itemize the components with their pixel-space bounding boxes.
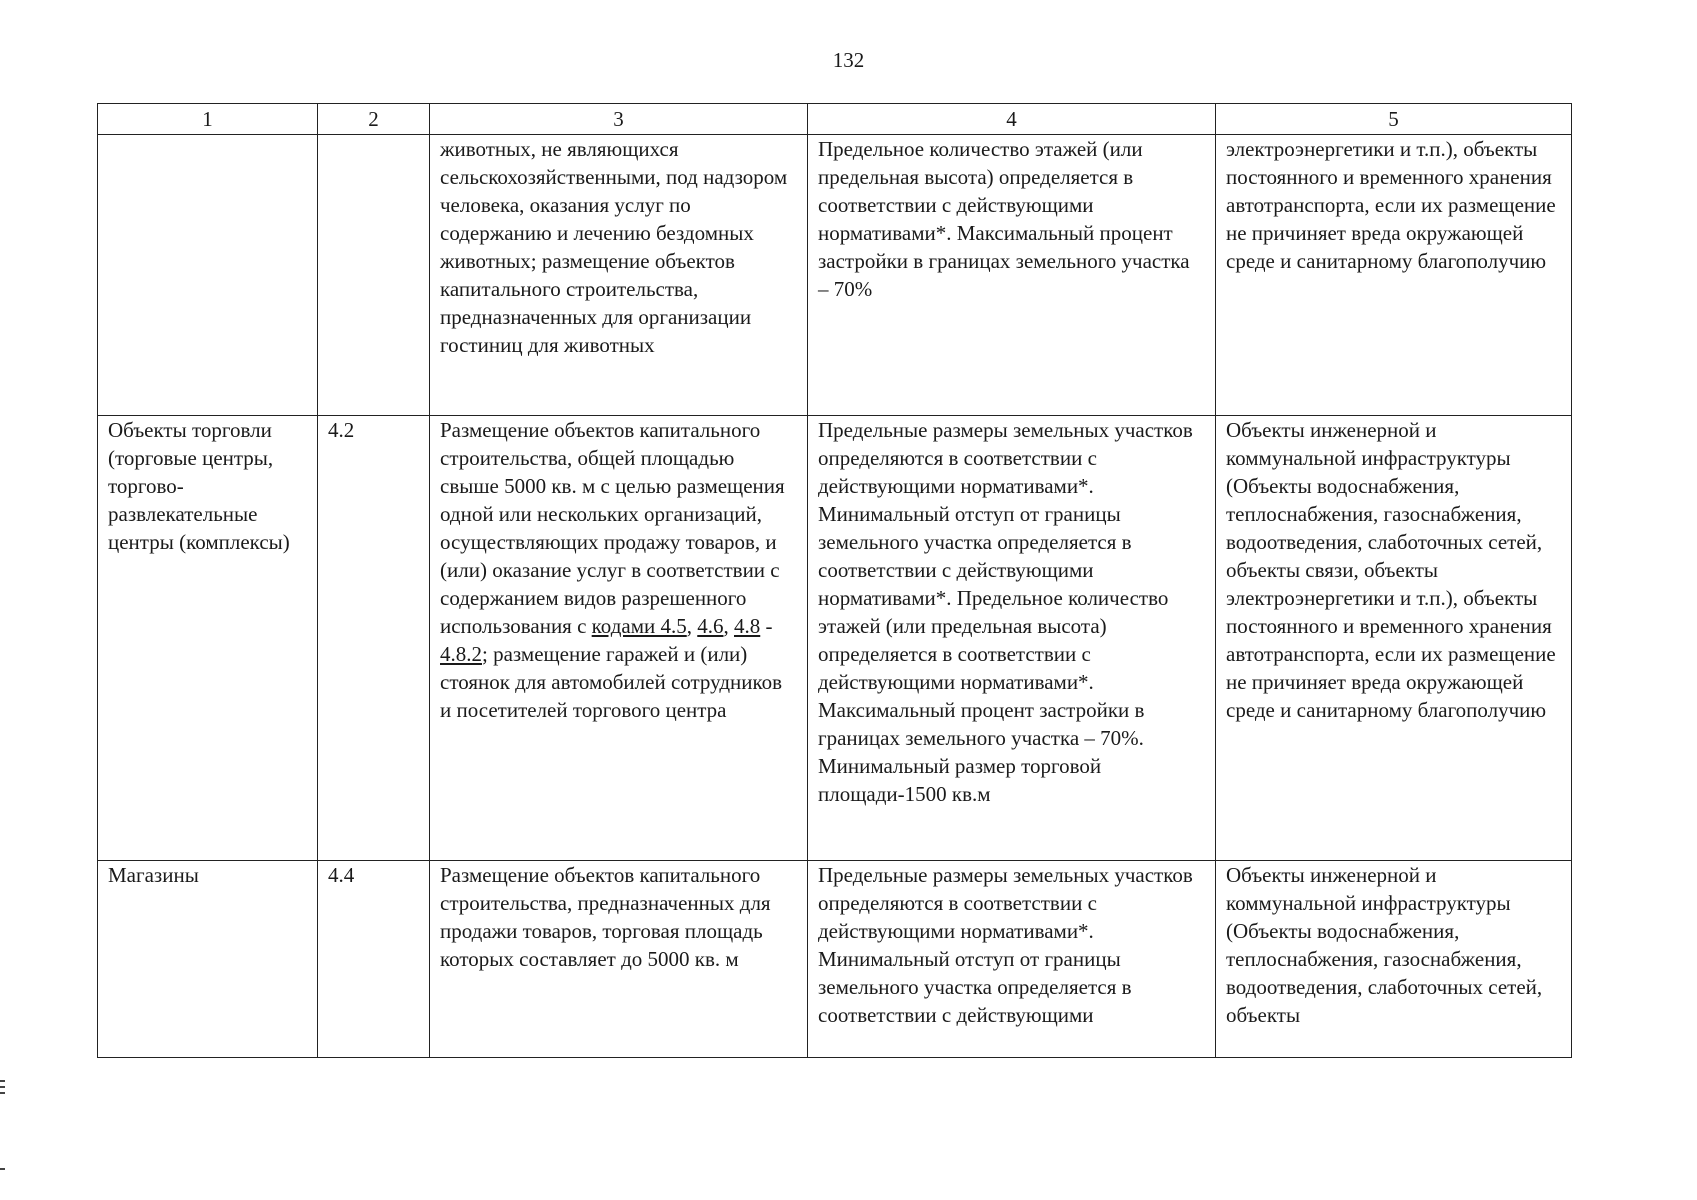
use-name-cell: Объекты торговли (торговые центры, торгово-развлекательные центры (комплексы) (98, 416, 318, 861)
page-number: 132 (832, 48, 865, 72)
scan-edge-mark (0, 1080, 5, 1082)
parameters-cell: Предельные размеры земельных участков определяются в соответствии с действующими нормативами*. Минимальный отступ от границы земельного участка определяется в соответствии с действующими (808, 861, 1216, 1058)
use-description-cell: Размещение объектов капитального строительства, предназначенных для продажи товаров, торговая площадь которых составляет до 5000 кв. м (430, 861, 808, 1058)
separator: , (723, 614, 734, 638)
auxiliary-uses-cell: электроэнергетики и т.п.), объекты постоянного и временного хранения автотранспорта, если их размещение не причиняет вреда окружающей среде и санитарному благополучию (1216, 135, 1572, 416)
description-text: Размещение объектов капитального строительства, общей площадью свыше 5000 кв. м с целью размещения одной или нескольких организаций, осуществляющих продажу товаров, и (или) оказание услуг в соответствии с содержанием видов разрешенного использования с (440, 418, 785, 638)
table-header-row (98, 104, 1572, 135)
table-row (98, 416, 1572, 861)
codes-link[interactable]: кодами 4.5 (591, 614, 687, 638)
column-header-5: 5 (1216, 104, 1572, 135)
use-description-cell: животных, не являющихся сельскохозяйственными, под надзором человека, оказания услуг по содержанию и лечению бездомных животных; размещение объектов капитального строительства, предназначенных для организации гостиниц для животных (430, 135, 808, 416)
table-row (98, 135, 1572, 416)
separator: , (686, 614, 698, 638)
use-name-cell: Магазины (98, 861, 318, 1058)
column-header-1: 1 (98, 104, 318, 135)
code-link-4-6[interactable]: 4.6 (697, 614, 724, 638)
use-description-cell (430, 416, 808, 861)
description-text: ; размещение гаражей и (или) стоянок для автомобилей сотрудников и посетителей торгового центра (440, 642, 783, 722)
scan-edge-mark (0, 1086, 5, 1088)
use-name-cell (98, 135, 318, 416)
parameters-cell: Предельное количество этажей (или предельная высота) определяется в соответствии с действующими нормативами*. Максимальный процент застройки в границах земельного участка – 70% (808, 135, 1216, 416)
column-header-4: 4 (808, 104, 1216, 135)
table-row (98, 861, 1572, 1058)
scan-edge-mark (0, 1168, 5, 1170)
auxiliary-uses-cell: Объекты инженерной и коммунальной инфраструктуры (Объекты водоснабжения, теплоснабжения, газоснабжения, водоотведения, слаботочных сетей, объекты связи, объекты электроэнергетики и т.п.), объекты постоянного и временного хранения автотранспорта, если их размещение не причиняет вреда окружающей среде и санитарному благополучию (1216, 416, 1572, 861)
use-code-cell: 4.2 (318, 416, 430, 861)
use-code-cell: 4.4 (318, 861, 430, 1058)
use-code-cell (318, 135, 430, 416)
zoning-table (97, 103, 1572, 1058)
scan-edge-mark (0, 1092, 5, 1094)
parameters-cell: Предельные размеры земельных участков определяются в соответствии с действующими нормативами*. Минимальный отступ от границы земельного участка определяется в соответствии с действующими нормативами*. Предельное количество этажей (или предельная высота) определяется в соответствии с действующими нормативами*. Максимальный процент застройки в границах земельного участка – 70%. Минимальный размер торговой площади-1500 кв.м (808, 416, 1216, 861)
separator: - (760, 614, 773, 638)
code-link-4-8[interactable]: 4.8 (734, 614, 761, 638)
column-header-3: 3 (430, 104, 808, 135)
code-link-4-8-2[interactable]: 4.8.2 (440, 642, 482, 666)
auxiliary-uses-cell: Объекты инженерной и коммунальной инфраструктуры (Объекты водоснабжения, теплоснабжения, газоснабжения, водоотведения, слаботочных сетей, объекты (1216, 861, 1572, 1058)
column-header-2: 2 (318, 104, 430, 135)
